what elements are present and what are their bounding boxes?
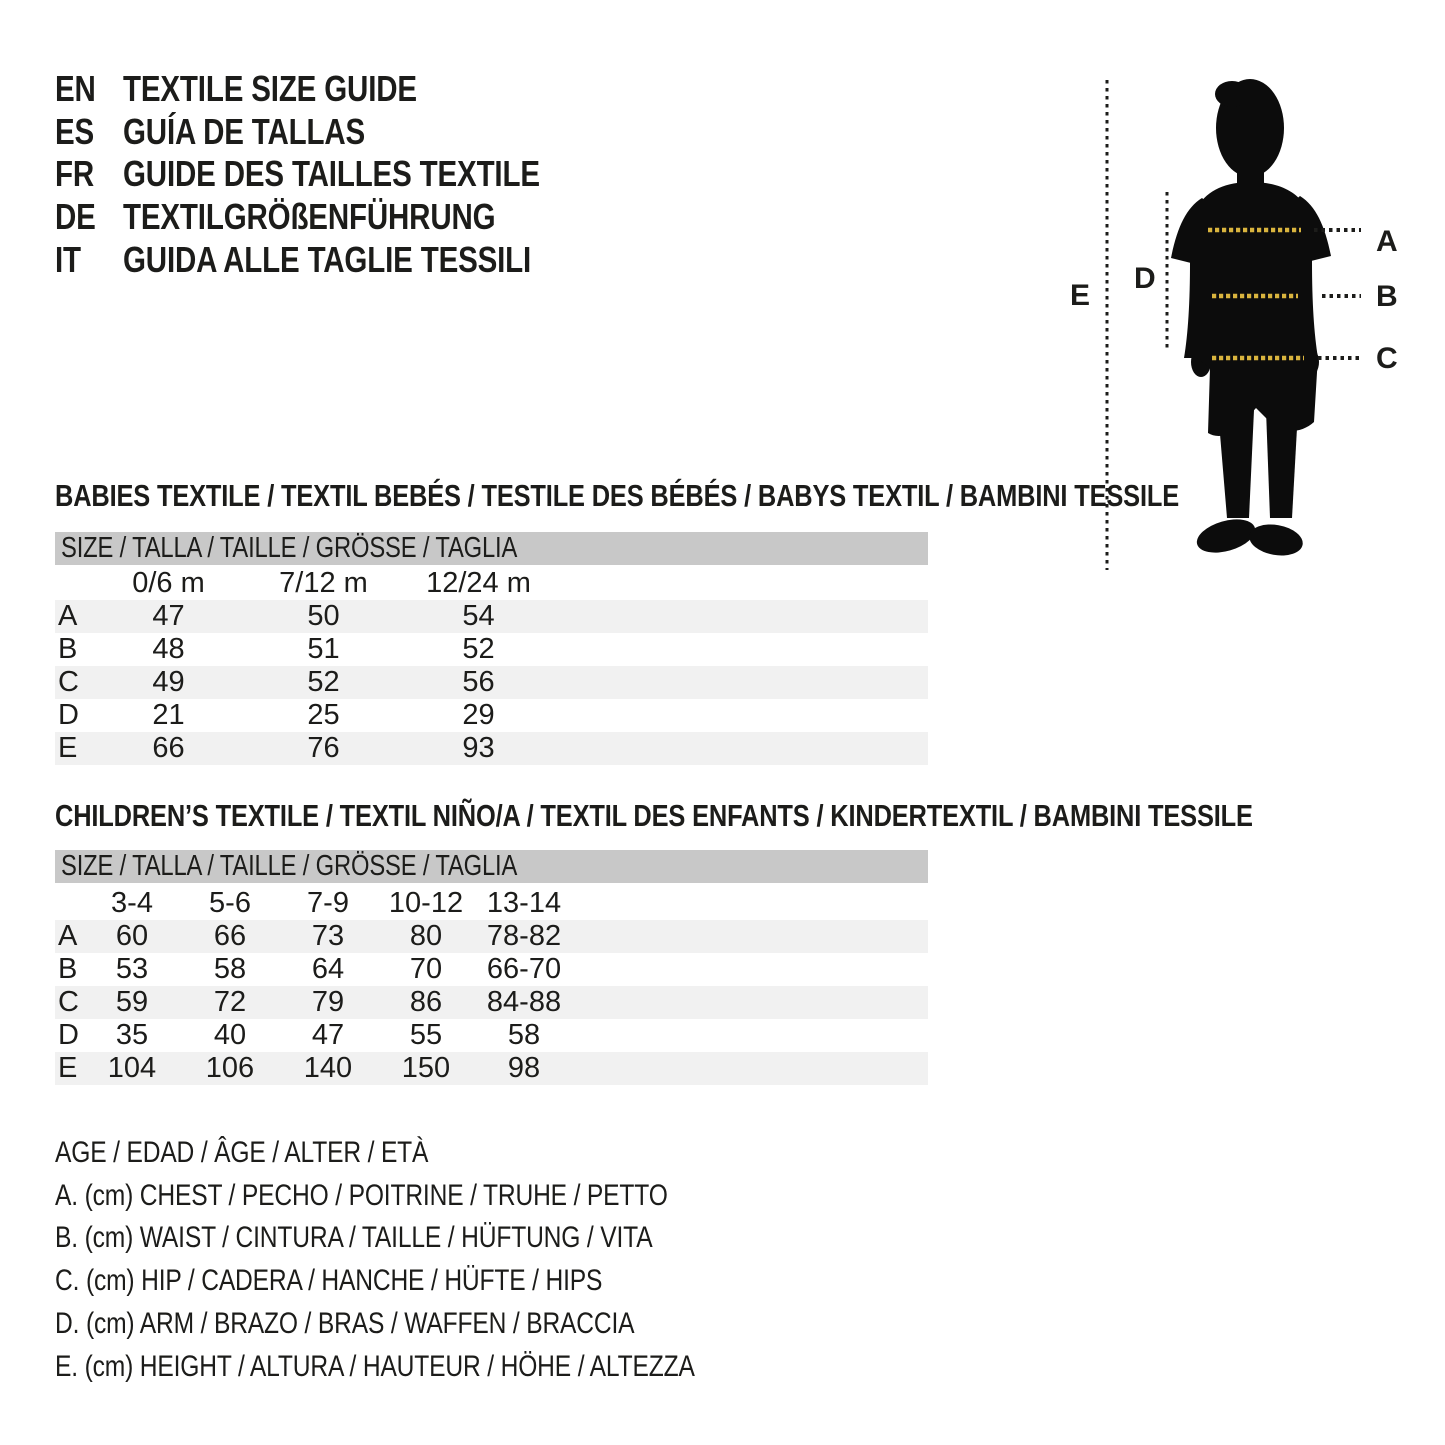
cell: 47 (311, 1019, 345, 1051)
column-header: 0/6 m (132, 566, 205, 599)
cell: 93 (462, 732, 495, 764)
language-row-fr (55, 153, 631, 196)
cell: 140 (303, 1052, 353, 1084)
language-code: FR (55, 153, 95, 195)
cell: 58 (213, 953, 247, 985)
cell: 76 (307, 732, 340, 764)
legend-item-waist: B. (cm) WAIST / CINTURA / TAILLE / HÜFTUNG / VITA (55, 1221, 653, 1255)
language-row-de (55, 196, 631, 239)
language-title: TEXTILGRÖßENFÜHRUNG (123, 196, 496, 238)
row-label: A (58, 600, 78, 632)
cell: 53 (115, 953, 149, 985)
language-code: DE (55, 196, 96, 238)
row-label: D (58, 1019, 79, 1051)
table-row (55, 666, 928, 699)
language-title: GUIDE DES TAILLES TEXTILE (123, 153, 540, 195)
column-header: 12/24 m (426, 566, 531, 599)
column-header: 7/12 m (279, 566, 368, 599)
cell: 52 (462, 633, 495, 665)
cell: 78-82 (486, 920, 562, 952)
table-header-row (55, 886, 928, 920)
cell: 79 (311, 986, 345, 1018)
cell: 54 (462, 600, 495, 632)
cell: 29 (462, 699, 495, 731)
cell: 49 (152, 666, 185, 698)
table-row (55, 1052, 928, 1085)
language-code: ES (55, 110, 95, 152)
cell: 104 (107, 1052, 157, 1084)
children-section-heading: CHILDREN’S TEXTILE / TEXTIL NIÑO/A / TEXTIL DES ENFANTS / KINDERTEXTIL / BAMBINI TESSILE (55, 798, 1253, 833)
cell: 58 (507, 1019, 541, 1051)
column-header: 10-12 (388, 886, 464, 919)
cell: 52 (307, 666, 340, 698)
table-row (55, 600, 928, 633)
language-row-it (55, 238, 631, 281)
cell: 25 (307, 699, 340, 731)
figure-label-a: A (1376, 225, 1398, 258)
cell: 60 (115, 920, 149, 952)
cell: 72 (213, 986, 247, 1018)
cell: 66 (213, 920, 247, 952)
row-label: A (58, 920, 78, 952)
cell: 106 (205, 1052, 255, 1084)
cell: 50 (307, 600, 340, 632)
babies-section-heading: BABIES TEXTILE / TEXTIL BEBÉS / TESTILE DES BÉBÉS / BABYS TEXTIL / BAMBINI TESSILE (55, 478, 1180, 513)
legend-item-chest: A. (cm) CHEST / PECHO / POITRINE / TRUHE / PETTO (55, 1178, 668, 1212)
babies-size-header-bar: SIZE / TALLA / TAILLE / GRÖSSE / TAGLIA (55, 532, 928, 565)
legend-item-height: E. (cm) HEIGHT / ALTURA / HAUTEUR / HÖHE / ALTEZZA (55, 1349, 695, 1383)
children-size-table (55, 886, 928, 1085)
cell: 66-70 (486, 953, 562, 985)
column-header: 5-6 (209, 886, 251, 919)
cell: 70 (409, 953, 443, 985)
language-title: GUIDA ALLE TAGLIE TESSILI (123, 238, 532, 280)
language-title: TEXTILE SIZE GUIDE (123, 68, 417, 110)
figure-label-e: E (1070, 279, 1091, 312)
figure-label-d: D (1134, 262, 1156, 295)
cell: 56 (462, 666, 495, 698)
cell: 84-88 (486, 986, 562, 1018)
language-code: EN (55, 68, 96, 110)
legend-item-arm: D. (cm) ARM / BRAZO / BRAS / WAFFEN / BRACCIA (55, 1306, 635, 1340)
language-row-es (55, 111, 631, 154)
cell: 51 (307, 633, 340, 665)
cell: 98 (507, 1052, 541, 1084)
table-row (55, 1019, 928, 1052)
table-row (55, 986, 928, 1019)
language-row-en (55, 68, 631, 111)
table-row (55, 953, 928, 986)
measurement-legend (55, 1132, 835, 1388)
cell: 48 (152, 633, 185, 665)
cell: 86 (409, 986, 443, 1018)
row-label: C (58, 666, 79, 698)
cell: 40 (213, 1019, 247, 1051)
cell: 55 (409, 1019, 443, 1051)
table-row (55, 633, 928, 666)
table-header-row (55, 566, 928, 600)
cell: 35 (115, 1019, 149, 1051)
cell: 73 (311, 920, 345, 952)
row-label: E (58, 732, 78, 764)
table-row (55, 699, 928, 732)
column-header: 13-14 (486, 886, 562, 919)
cell: 80 (409, 920, 443, 952)
figure-label-c: C (1376, 342, 1398, 375)
row-label: D (58, 699, 79, 731)
babies-size-table (55, 566, 928, 765)
column-header: 7-9 (307, 886, 349, 919)
cell: 47 (152, 600, 185, 632)
row-label: B (58, 633, 78, 665)
legend-age-line: AGE / EDAD / ÂGE / ALTER / ETÀ (55, 1136, 429, 1169)
language-code: IT (55, 238, 81, 280)
table-row (55, 732, 928, 765)
cell: 59 (115, 986, 149, 1018)
cell: 64 (311, 953, 345, 985)
language-title: GUÍA DE TALLAS (123, 110, 366, 152)
cell: 66 (152, 732, 185, 764)
children-size-header-bar: SIZE / TALLA / TAILLE / GRÖSSE / TAGLIA (55, 850, 928, 883)
column-header: 3-4 (111, 886, 153, 919)
language-title-block (55, 68, 631, 281)
legend-item-hip: C. (cm) HIP / CADERA / HANCHE / HÜFTE / HIPS (55, 1264, 603, 1298)
cell: 21 (152, 699, 185, 731)
table-row (55, 920, 928, 953)
row-label: B (58, 953, 78, 985)
figure-label-b: B (1376, 280, 1398, 313)
row-label: C (58, 986, 79, 1018)
cell: 150 (401, 1052, 451, 1084)
row-label: E (58, 1052, 78, 1084)
